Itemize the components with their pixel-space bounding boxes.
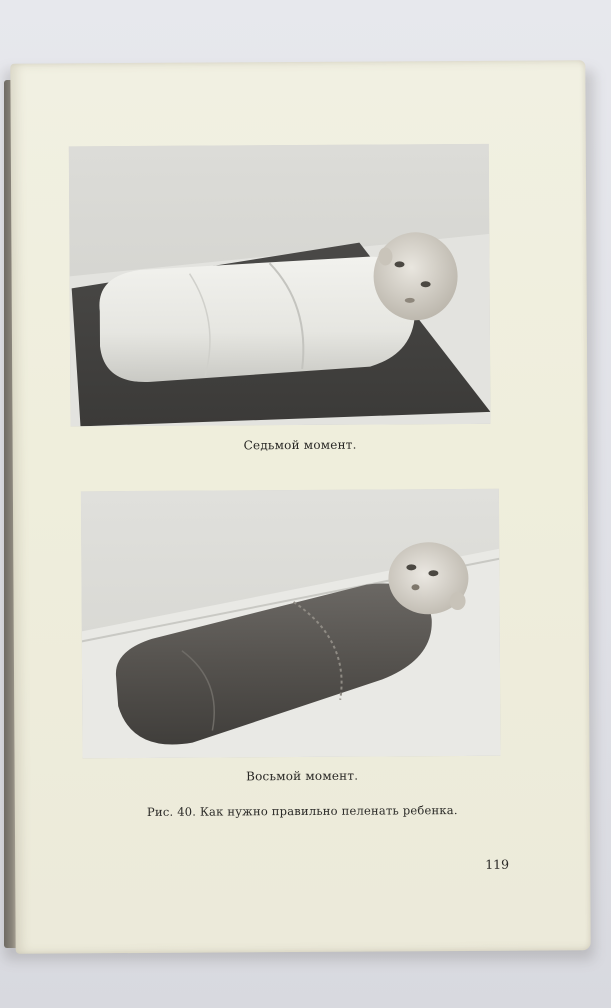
photo-eighth-step — [81, 489, 501, 759]
photo-seventh-step — [69, 144, 491, 427]
book-page — [10, 60, 590, 953]
figure-title: Рис. 40. Как нужно правильно пеленать ребенка. — [146, 803, 458, 819]
figure-caption-seventh: Седьмой момент. — [243, 437, 357, 453]
page-number: 119 — [485, 856, 510, 872]
figure-caption-eighth: Восьмой момент. — [246, 768, 359, 784]
